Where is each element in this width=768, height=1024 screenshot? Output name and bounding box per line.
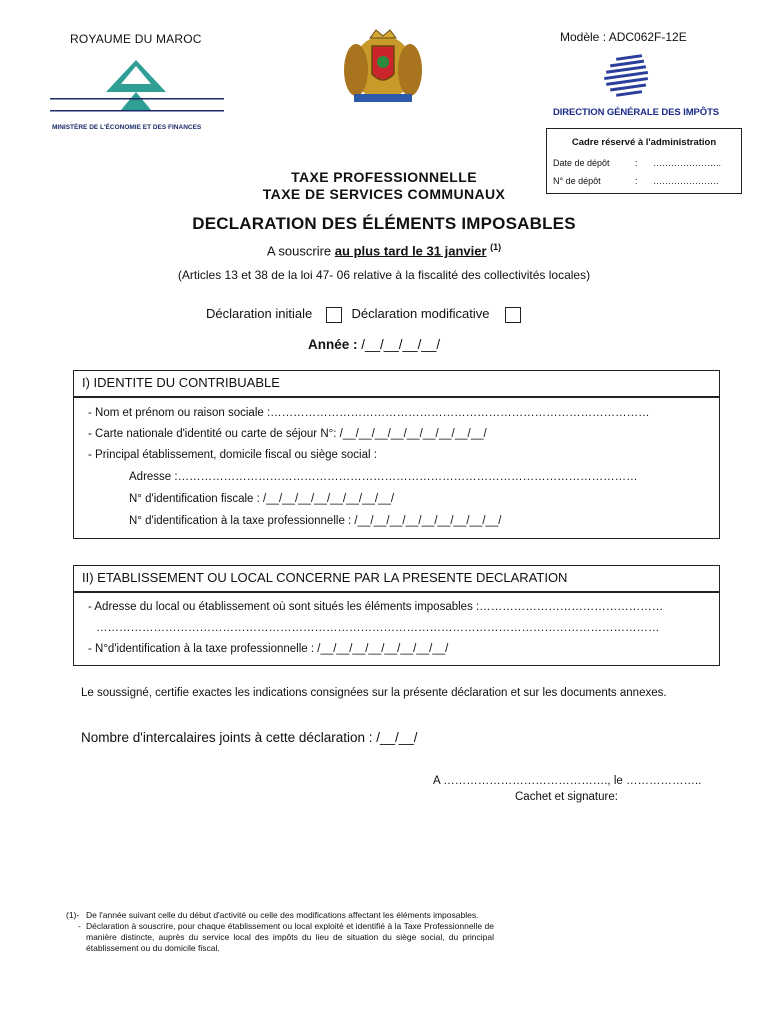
principal-establishment-label: - Principal établissement, domicile fiscal ou siège social : [88, 449, 377, 461]
deposit-date-field[interactable]: ………………….. [653, 158, 722, 168]
stamp-signature-label: Cachet et signature: [515, 791, 618, 803]
model-number: Modèle : ADC062F-12E [560, 30, 687, 44]
footnote-text: De l'année suivant celle du début d'activité ou celle des modifications affectant les éléments imposables. [86, 910, 479, 920]
declaration-type-row [206, 306, 521, 323]
title-communal-tax: TAXE DE SERVICES COMMUNAUX [262, 186, 506, 202]
coat-of-arms-icon [340, 24, 426, 113]
local-professional-tax-id-field[interactable]: - N°d'identification à la taxe professionnelle : /__/__/__/__/__/__/__/__/ [88, 643, 449, 655]
section-1-body [73, 397, 720, 539]
footnote-marker: - [78, 921, 81, 931]
modified-declaration-checkbox[interactable] [505, 307, 521, 323]
ministry-name: MINISTÈRE DE L'ÉCONOMIE ET DES FINANCES [52, 124, 202, 131]
deposit-number-label: N° de dépôt [553, 176, 601, 186]
name-field[interactable]: - Nom et prénom ou raison sociale :……………………………………………………………………………………… [88, 407, 650, 419]
deadline-prefix: A souscrire [266, 243, 335, 259]
footnote-ref: (1) [490, 242, 502, 252]
admin-box-title: Cadre réservé à l'administration [571, 137, 717, 148]
section-2-header [73, 565, 720, 592]
footnote-text: Déclaration à souscrire, pour chaque établissement ou local exploité et identifié à la Taxe Professionnelle de manière distincte, auprès du service local des impôts du lieu de situation du siège social, du principal établissement ou du domicile fiscal. [86, 921, 494, 953]
fiscal-id-field[interactable]: N° d'identification fiscale : /__/__/__/__/__/__/__/__/ [129, 493, 395, 505]
footnote-item [66, 921, 494, 954]
dgi-name: DIRECTION GÉNÉRALE DES IMPÔTS [553, 107, 720, 118]
year-label: Année : [308, 337, 358, 352]
local-address-continuation[interactable]: ………………………………………………………………………………………………………………………………… [96, 622, 660, 634]
legal-reference: (Articles 13 et 38 de la loi 47- 06 relative à la fiscalité des collectivités locales) [177, 268, 591, 282]
footnote-marker: (1)- [66, 910, 80, 920]
place-date-field[interactable]: A ……………………………………., le ……………….. [433, 775, 702, 787]
section-1-header [73, 370, 720, 397]
attachments-count-field[interactable]: Nombre d'intercalaires joints à cette déclaration : /__/__/ [81, 730, 418, 745]
initial-declaration-label: Déclaration initiale [206, 306, 313, 321]
deposit-date-label: Date de dépôt [553, 158, 610, 168]
modified-declaration-label: Déclaration modificative [351, 306, 490, 321]
footnote-item [66, 910, 494, 921]
deposit-date-colon: : [635, 158, 638, 168]
certification-text: Le soussigné, certifie exactes les indications consignées sur la présente déclaration et sur les documents annexes. [81, 687, 667, 699]
dgi-logo-icon [600, 52, 660, 107]
initial-declaration-checkbox[interactable] [326, 307, 342, 323]
deadline-date: au plus tard le 31 janvier [334, 243, 487, 259]
section-1-title: I) IDENTITE DU CONTRIBUABLE [82, 375, 280, 390]
deposit-number-colon: : [635, 176, 638, 186]
deposit-date-row [553, 158, 743, 168]
ministry-logo-icon [48, 52, 226, 127]
deposit-number-field[interactable]: …………………. [653, 176, 719, 186]
title-declaration: DECLARATION DES ÉLÉMENTS IMPOSABLES [192, 214, 576, 233]
deadline-line [0, 242, 768, 258]
year-row [308, 337, 440, 352]
section-2-title: II) ETABLISSEMENT OU LOCAL CONCERNE PAR LA PRESENTE DECLARATION [82, 570, 568, 585]
professional-tax-id-field[interactable]: N° d'identification à la taxe professionnelle : /__/__/__/__/__/__/__/__/__/ [129, 515, 502, 527]
address-field[interactable]: Adresse :………………………………………………………………………………………………………… [129, 471, 638, 483]
year-field[interactable]: /__/__/__/__/ [357, 337, 441, 352]
section-2-body [73, 592, 720, 666]
kingdom-label: ROYAUME DU MAROC [70, 32, 202, 46]
footnotes [66, 910, 494, 954]
local-address-field[interactable]: - Adresse du local ou établissement où sont situés les éléments imposables :………………………………………… [88, 601, 664, 613]
id-card-field[interactable]: - Carte nationale d'identité ou carte de séjour N°: /__/__/__/__/__/__/__/__/__/ [88, 428, 487, 440]
title-tax-professional: TAXE PROFESSIONNELLE [291, 169, 477, 185]
